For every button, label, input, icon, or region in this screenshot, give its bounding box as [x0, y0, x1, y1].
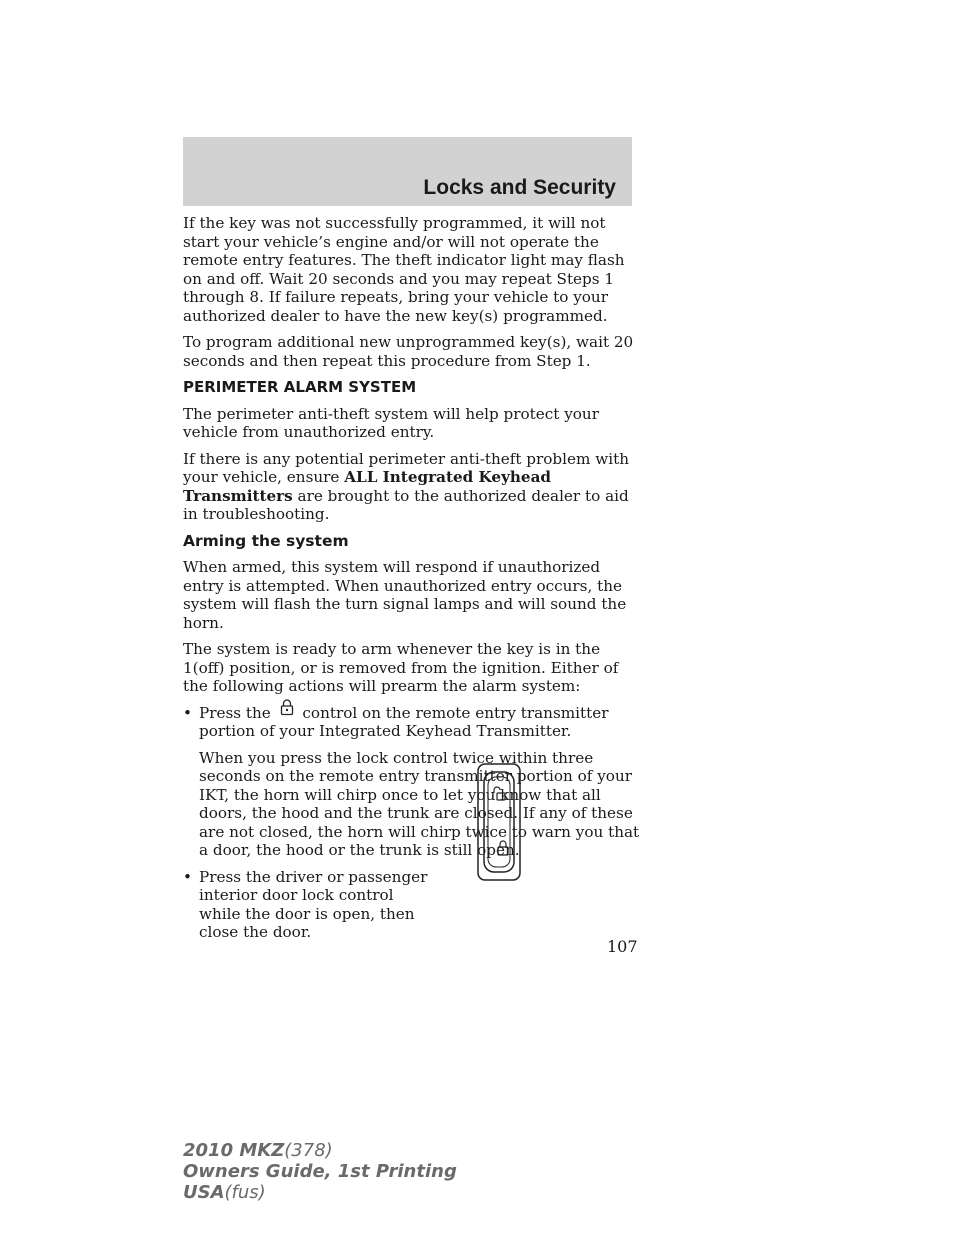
text-run: If there is any potential perimeter anti-theft problem with your vehicle, ensure: [183, 449, 629, 486]
text-run: Press the: [199, 703, 276, 722]
text-run: control on the remote entry transmitter portion of your Integrated Keyhead Transmitter.: [199, 703, 609, 740]
paragraph-armed-behaviour: When armed, this system will respond if unauthorized entry is attempted. When unauthorized entry occurs, the system will flash the turn signal lamps and will sound the horn.: [183, 558, 627, 632]
bullet-press-lock: [183, 704, 645, 741]
page-number: 107: [607, 937, 638, 956]
heading-arming: Arming the system: [183, 531, 349, 550]
paragraph-key-not-programmed: If the key was not successfully programmed, it will not start your vehicle’s engine and/or will not operate the remote entry features. The theft indicator light may flash on and off. Wait 20 seconds and you may repeat Steps 1 through 8. If failure repeats, bring your vehicle to your authorized dealer to have the new key(s) programmed.: [183, 214, 625, 325]
footer-line-region: [183, 1182, 457, 1203]
paragraph-perimeter-problem: [183, 450, 645, 524]
footer-region-code: (fus): [224, 1182, 266, 1203]
section-title: Locks and Security: [423, 176, 616, 199]
heading-perimeter-alarm: PERIMETER ALARM SYSTEM: [183, 378, 417, 396]
paragraph-perimeter-intro: The perimeter anti-theft system will help protect your vehicle from unauthorized entry.: [183, 404, 599, 441]
footer-region: USA: [183, 1182, 225, 1203]
door-lock-switch-icon: [477, 763, 521, 881]
paragraph-ready-to-arm: The system is ready to arm whenever the key is in the 1(off) position, or is removed from the ignition. Either of the following actions will prearm the alarm system:: [183, 640, 619, 695]
section-header-band: [183, 137, 632, 206]
footer-line-model: [183, 1140, 457, 1161]
footer-model: 2010 MKZ: [183, 1140, 285, 1161]
bold-text-run: ALL Integrated Keyhead Transmitters: [183, 468, 552, 505]
text-run: Press the driver or passenger interior door lock control while the door is open, then close the door.: [199, 867, 428, 941]
page-content: [183, 214, 645, 950]
bullet-dot: •: [183, 867, 192, 886]
footer-model-code: (378): [284, 1140, 333, 1161]
lock-icon: [276, 698, 298, 716]
footer: [183, 1140, 457, 1203]
text-run: are brought to the authorized dealer to aid in troubleshooting.: [183, 486, 629, 523]
paragraph-horn-chirp: When you press the lock control twice within three seconds on the remote entry transmitter portion of your IKT, the horn will chirp once to let you know that all doors, the hood and the trunk are closed. If any of these are not closed, the horn will chirp twice to warn you that a door, the hood or the trunk is still open.: [199, 748, 640, 859]
bullet-door-lock-control: [183, 868, 429, 942]
bullet-dot: •: [183, 703, 192, 722]
footer-line-guide: Owners Guide, 1st Printing: [183, 1161, 457, 1182]
paragraph-additional-keys: To program additional new unprogrammed key(s), wait 20 seconds and then repeat this procedure from Step 1.: [183, 333, 634, 370]
